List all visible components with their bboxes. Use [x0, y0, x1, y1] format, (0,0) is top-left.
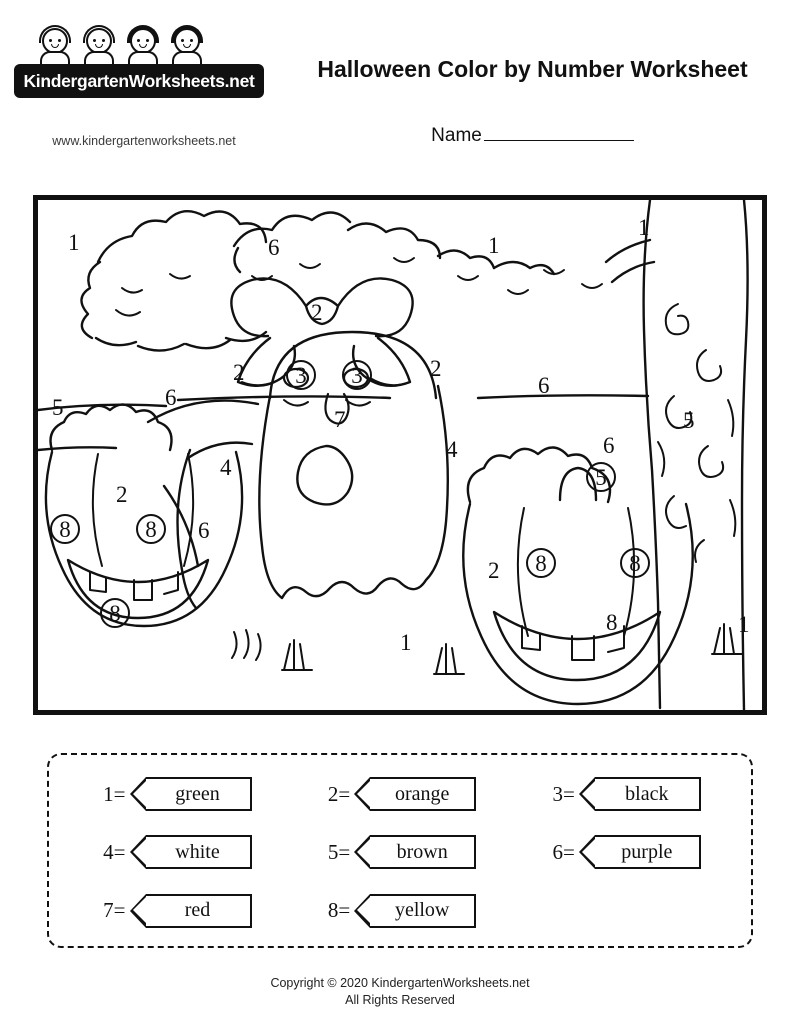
- crayon-icon: [579, 835, 701, 869]
- number-label: 7: [334, 407, 346, 432]
- name-field-row: [280, 124, 785, 147]
- crayon-icon: [130, 835, 252, 869]
- number-label: 6: [603, 433, 615, 458]
- legend-color-name: yellow: [394, 899, 450, 922]
- number-label: 2: [233, 360, 245, 385]
- rights-text: All Rights Reserved: [345, 993, 455, 1007]
- logo-text: KindergartenWorksheets.net: [23, 71, 255, 91]
- coloring-picture[interactable]: [33, 195, 767, 715]
- number-label-circled: 8: [100, 598, 130, 628]
- number-label: 2: [311, 300, 323, 325]
- legend-color-name: purple: [621, 840, 673, 863]
- number-label-circled: 8: [136, 514, 166, 544]
- legend-item-5: [328, 835, 476, 869]
- number-label-circled: 8: [50, 514, 80, 544]
- number-label: 1: [738, 612, 750, 637]
- legend-color-name: red: [184, 899, 211, 922]
- legend-number: 3=: [552, 781, 575, 806]
- number-label: 1: [68, 230, 80, 255]
- legend-number: 2=: [327, 781, 351, 806]
- legend-color-name: brown: [396, 840, 448, 863]
- number-label: 2: [488, 558, 500, 583]
- number-label: 5: [52, 395, 64, 420]
- legend-number: 4=: [103, 839, 126, 864]
- color-key-grid: [49, 755, 755, 950]
- number-label-circled: 8: [526, 548, 556, 578]
- crayon-icon: [579, 777, 701, 811]
- number-label-circled: 8: [620, 548, 650, 578]
- name-label: Name: [431, 125, 482, 146]
- crayon-icon: [130, 894, 252, 928]
- legend-number: 5=: [327, 839, 351, 864]
- number-label-circled: 5: [586, 462, 616, 492]
- number-label: 6: [165, 385, 177, 410]
- legend-number: 7=: [103, 898, 126, 923]
- color-key-legend: [47, 753, 753, 948]
- legend-color-name: black: [625, 782, 669, 805]
- crayon-icon: [130, 777, 252, 811]
- crayon-icon: [354, 777, 476, 811]
- number-label: 2: [430, 356, 442, 381]
- site-logo[interactable]: [14, 28, 274, 102]
- number-label: 6: [268, 235, 280, 260]
- legend-item-8: [328, 894, 476, 928]
- page-title: Halloween Color by Number Worksheet: [317, 56, 748, 82]
- copyright-text: Copyright © 2020 KindergartenWorksheets.net: [270, 976, 530, 990]
- number-label: 6: [538, 373, 550, 398]
- number-label-circled: 3: [286, 360, 316, 390]
- number-label: 2: [116, 482, 128, 507]
- crayon-icon: [354, 835, 476, 869]
- logo-banner: [14, 28, 264, 102]
- number-label: 6: [198, 518, 210, 543]
- page-footer: [0, 975, 800, 1009]
- legend-item-2: [328, 777, 476, 811]
- legend-item-1: [103, 777, 251, 811]
- legend-color-name: white: [175, 840, 220, 863]
- number-label: 1: [400, 630, 412, 655]
- number-label: 1: [638, 215, 650, 240]
- page-header: [0, 24, 800, 164]
- legend-item-4: [103, 835, 251, 869]
- site-url: www.kindergartenworksheets.net: [52, 134, 236, 148]
- number-label: 5: [683, 408, 695, 433]
- crayon-icon: [354, 894, 476, 928]
- legend-color-name: orange: [394, 782, 450, 805]
- name-input-blank[interactable]: [484, 124, 634, 141]
- legend-number: 8=: [327, 898, 351, 923]
- legend-item-3: [552, 777, 700, 811]
- legend-number: 1=: [103, 781, 126, 806]
- legend-number: 6=: [552, 839, 575, 864]
- number-label: 1: [488, 233, 500, 258]
- legend-item-6: [552, 835, 700, 869]
- number-label: 8: [606, 610, 618, 635]
- number-label: 4: [220, 455, 232, 480]
- legend-item-7: [103, 894, 251, 928]
- number-label-circled: 3: [342, 360, 372, 390]
- number-label: 4: [446, 437, 458, 462]
- legend-color-name: green: [175, 782, 220, 805]
